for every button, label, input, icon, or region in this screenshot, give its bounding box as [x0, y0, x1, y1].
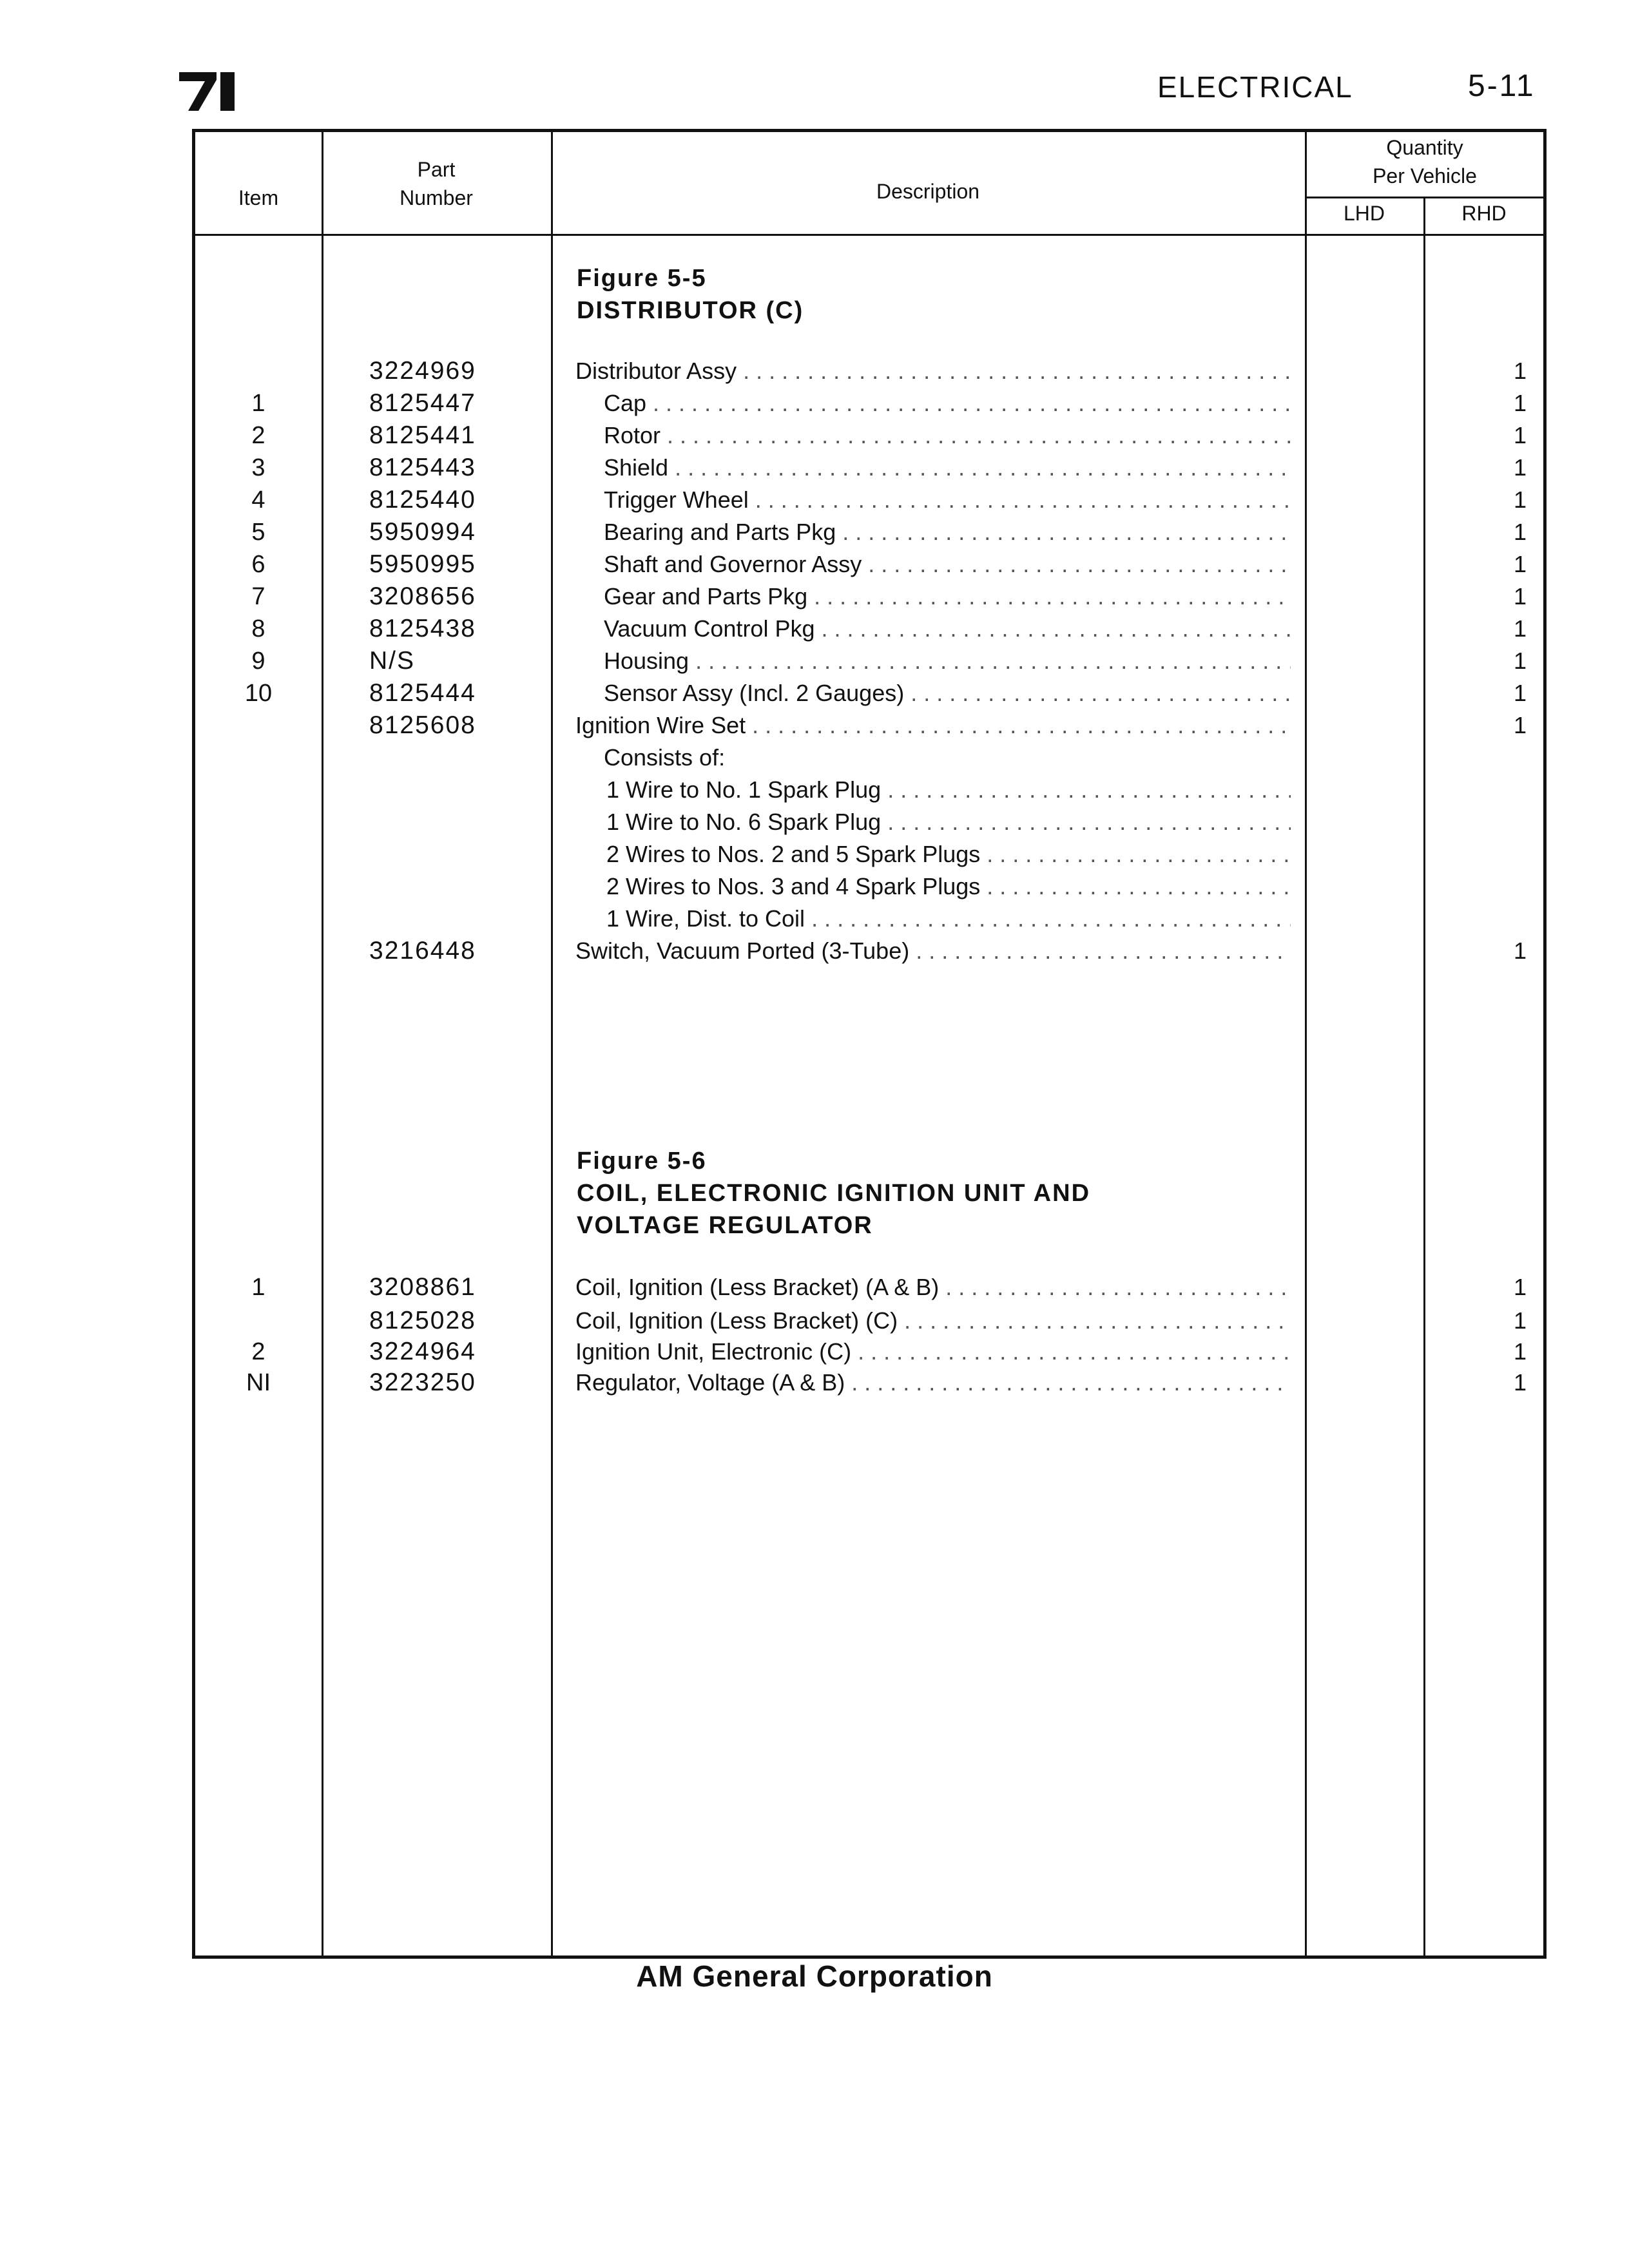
part-number: 8125444 — [369, 679, 476, 707]
part-number: 3224969 — [369, 357, 476, 385]
description: Coil, Ignition (Less Bracket) (C) . . . — [575, 1305, 1291, 1337]
logo-icon — [179, 72, 241, 111]
table-row — [195, 355, 1543, 387]
part-number: 8125441 — [369, 421, 476, 449]
part-number: 3208656 — [369, 582, 476, 610]
figure-label: Figure 5-5 — [577, 265, 707, 292]
description: 1 Wire, Dist. to Coil . . . — [606, 903, 1291, 935]
qty-rhd: 1 — [1513, 519, 1527, 545]
figure-title: VOLTAGE REGULATOR — [577, 1212, 873, 1239]
item-number: 1 — [251, 390, 265, 417]
qty-rhd: 1 — [1513, 422, 1527, 448]
part-number: 8125447 — [369, 389, 476, 417]
qty-rhd: 1 — [1513, 615, 1527, 642]
part-number: 3216448 — [369, 937, 476, 965]
part-number: 8125028 — [369, 1307, 476, 1334]
column-header-rhd: RHD — [1461, 202, 1507, 225]
qty-rhd: 1 — [1513, 454, 1527, 481]
table-row — [195, 1305, 1543, 1337]
table-row — [195, 452, 1543, 484]
qty-header-line2: Per Vehicle — [1373, 164, 1477, 187]
item-number: 10 — [244, 680, 273, 707]
description: Rotor . . . — [604, 419, 1291, 452]
figure-label: Figure 5-6 — [577, 1148, 707, 1175]
part-header-line1: Part — [417, 158, 456, 181]
part-number: 3223250 — [369, 1369, 476, 1396]
column-header-item: Item — [238, 186, 279, 209]
figure-title: COIL, ELECTRONIC IGNITION UNIT AND — [577, 1180, 1091, 1207]
description: 2 Wires to Nos. 2 and 5 Spark Plugs . . . — [606, 838, 1291, 870]
part-number: 8125440 — [369, 486, 476, 514]
column-header-part — [322, 155, 551, 212]
header-divider — [195, 234, 1543, 236]
description: Coil, Ignition (Less Bracket) (A & B) . . . — [575, 1271, 1291, 1303]
table-row — [195, 1271, 1543, 1303]
table-row — [195, 903, 1543, 935]
column-header-description: Description — [876, 180, 980, 203]
item-number: 8 — [251, 615, 265, 642]
qty-header-divider — [1305, 197, 1543, 198]
footer-company: AM General Corporation — [636, 1959, 993, 1993]
qty-header-line1: Quantity — [1386, 136, 1463, 159]
qty-rhd: 1 — [1513, 1307, 1527, 1334]
column-header-lhd: LHD — [1343, 202, 1385, 225]
description: Consists of: — [604, 744, 726, 771]
table-row — [195, 742, 1543, 774]
table-row — [195, 581, 1543, 613]
description: Shield . . . — [604, 452, 1291, 484]
item-number: 6 — [251, 551, 265, 578]
qty-rhd: 1 — [1513, 680, 1527, 706]
table-row — [195, 935, 1543, 967]
part-number: 8125443 — [369, 454, 476, 481]
column-header-quantity — [1305, 133, 1545, 190]
item-number: 9 — [251, 648, 265, 675]
table-row — [195, 838, 1543, 870]
description: Cap . . . — [604, 387, 1291, 419]
item-number: NI — [246, 1369, 271, 1396]
table-row — [195, 419, 1543, 452]
table-row — [195, 613, 1543, 645]
item-number: 3 — [251, 454, 265, 481]
item-number: 5 — [251, 519, 265, 546]
description: Gear and Parts Pkg . . . — [604, 581, 1291, 613]
section-title: ELECTRICAL — [1157, 70, 1353, 104]
qty-rhd: 1 — [1513, 1274, 1527, 1300]
part-number: 5950995 — [369, 550, 476, 578]
qty-rhd: 1 — [1513, 1338, 1527, 1365]
part-number: 3208861 — [369, 1273, 476, 1301]
qty-rhd: 1 — [1513, 358, 1527, 384]
table-row — [195, 387, 1543, 419]
item-number: 1 — [251, 1274, 265, 1301]
table-row — [195, 677, 1543, 709]
table-row — [195, 645, 1543, 677]
part-number: N/S — [369, 647, 416, 675]
item-number: 2 — [251, 1338, 265, 1365]
description: 1 Wire to No. 1 Spark Plug . . . — [606, 774, 1291, 806]
table-row — [195, 1367, 1543, 1399]
qty-rhd: 1 — [1513, 1369, 1527, 1396]
table-row — [195, 484, 1543, 516]
description: Housing . . . — [604, 645, 1291, 677]
item-number: 4 — [251, 486, 265, 514]
description: 1 Wire to No. 6 Spark Plug . . . — [606, 806, 1291, 838]
part-number: 3224964 — [369, 1338, 476, 1365]
part-header-line2: Number — [400, 186, 473, 209]
part-number: 8125608 — [369, 711, 476, 739]
qty-rhd: 1 — [1513, 551, 1527, 577]
qty-rhd: 1 — [1513, 712, 1527, 738]
qty-rhd: 1 — [1513, 648, 1527, 674]
qty-rhd: 1 — [1513, 583, 1527, 610]
figure-title: DISTRIBUTOR (C) — [577, 297, 804, 324]
description: 2 Wires to Nos. 3 and 4 Spark Plugs . . . — [606, 870, 1291, 903]
description: Vacuum Control Pkg . . . — [604, 613, 1291, 645]
description: Bearing and Parts Pkg . . . — [604, 516, 1291, 548]
description: Ignition Wire Set . . . — [575, 709, 1291, 742]
part-number: 8125438 — [369, 615, 476, 642]
table-row — [195, 774, 1543, 806]
qty-rhd: 1 — [1513, 937, 1527, 964]
page-number: 5-11 — [1468, 69, 1536, 103]
table-row — [195, 870, 1543, 903]
table-row — [195, 1336, 1543, 1368]
description: Ignition Unit, Electronic (C) . . . — [575, 1336, 1291, 1368]
parts-table — [192, 129, 1547, 1959]
table-row — [195, 516, 1543, 548]
description: Sensor Assy (Incl. 2 Gauges) . . . — [604, 677, 1291, 709]
description: Trigger Wheel . . . — [604, 484, 1291, 516]
description: Distributor Assy . . . — [575, 355, 1291, 387]
item-number: 7 — [251, 583, 265, 610]
table-row — [195, 806, 1543, 838]
table-row — [195, 709, 1543, 742]
description: Switch, Vacuum Ported (3-Tube) . . . — [575, 935, 1291, 967]
description: Regulator, Voltage (A & B) . . . — [575, 1367, 1291, 1399]
qty-rhd: 1 — [1513, 390, 1527, 416]
part-number: 5950994 — [369, 518, 476, 546]
item-number: 2 — [251, 422, 265, 449]
description: Shaft and Governor Assy . . . — [604, 548, 1291, 581]
table-row — [195, 548, 1543, 581]
qty-rhd: 1 — [1513, 486, 1527, 513]
